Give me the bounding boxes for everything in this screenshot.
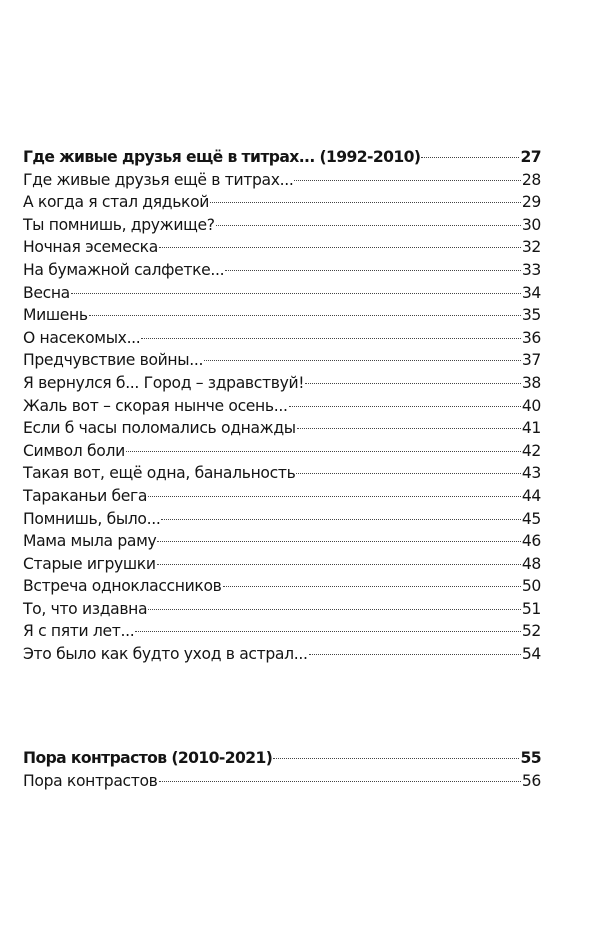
entry-title: Где живые друзья ещё в титрах... xyxy=(23,170,294,189)
page-number: 38 xyxy=(521,373,541,392)
page-number: 29 xyxy=(521,193,541,212)
toc-section-header[interactable] xyxy=(23,747,541,770)
dot-leader xyxy=(223,586,521,587)
toc-entry[interactable] xyxy=(23,575,541,598)
toc-entry[interactable] xyxy=(23,259,541,282)
entry-title: Тараканьи бега xyxy=(23,486,148,505)
toc-entry[interactable] xyxy=(23,214,541,237)
entry-title: То, что издавна xyxy=(23,599,148,618)
page-number: 54 xyxy=(521,645,541,664)
dot-leader xyxy=(148,609,521,610)
toc-section-1 xyxy=(23,146,541,666)
page-number: 52 xyxy=(521,622,541,641)
toc-entry[interactable] xyxy=(23,327,541,350)
toc-entry[interactable] xyxy=(23,553,541,576)
entry-title: О насекомых... xyxy=(23,328,141,347)
page-number: 27 xyxy=(520,148,541,166)
entry-title: Ночная эсемеска xyxy=(23,238,158,257)
dot-leader xyxy=(157,564,521,565)
entry-title: Предчувствие войны... xyxy=(23,351,204,370)
toc-entry[interactable] xyxy=(23,395,541,418)
toc-section-2 xyxy=(23,747,541,792)
page-number: 34 xyxy=(521,283,541,302)
dot-leader xyxy=(159,781,521,782)
dot-leader xyxy=(157,541,520,542)
toc-entry[interactable] xyxy=(23,304,541,327)
toc-entry[interactable] xyxy=(23,620,541,643)
dot-leader xyxy=(421,157,519,158)
entry-title: Если б часы поломались однажды xyxy=(23,419,296,438)
dot-leader xyxy=(225,270,521,271)
toc-section-header[interactable] xyxy=(23,146,541,169)
dot-leader xyxy=(161,519,520,520)
dot-leader xyxy=(71,293,521,294)
dot-leader xyxy=(294,180,520,181)
page-number: 41 xyxy=(521,419,541,438)
entry-title: Мама мыла раму xyxy=(23,532,157,551)
dot-leader xyxy=(216,225,521,226)
page-number: 46 xyxy=(521,532,541,551)
page-number: 43 xyxy=(521,464,541,483)
entry-title: Встреча одноклассников xyxy=(23,577,222,596)
page-number: 44 xyxy=(521,486,541,505)
entry-title: Символ боли xyxy=(23,441,125,460)
dot-leader xyxy=(296,473,520,474)
toc-entry[interactable] xyxy=(23,508,541,531)
entry-title: Мишень xyxy=(23,306,88,325)
toc-entry[interactable] xyxy=(23,372,541,395)
page-number: 42 xyxy=(521,441,541,460)
toc-entry[interactable] xyxy=(23,282,541,305)
toc-entry[interactable] xyxy=(23,236,541,259)
page-number: 50 xyxy=(521,577,541,596)
toc-entry[interactable] xyxy=(23,169,541,192)
page-number: 30 xyxy=(521,215,541,234)
entry-title: Жаль вот – скорая нынче осень... xyxy=(23,396,288,415)
page-number: 32 xyxy=(521,238,541,257)
page-number: 40 xyxy=(521,396,541,415)
dot-leader xyxy=(89,315,521,316)
dot-leader xyxy=(273,758,519,759)
page-number: 37 xyxy=(521,351,541,370)
dot-leader xyxy=(159,247,521,248)
entry-title: Старые игрушки xyxy=(23,554,156,573)
dot-leader xyxy=(141,338,520,339)
dot-leader xyxy=(204,360,521,361)
toc-entry[interactable] xyxy=(23,349,541,372)
dot-leader xyxy=(135,631,521,632)
page-number: 51 xyxy=(521,599,541,618)
dot-leader xyxy=(309,654,521,655)
entry-title: Я с пяти лет... xyxy=(23,622,135,641)
entry-title: Такая вот, ещё одна, банальность xyxy=(23,464,296,483)
page-number: 55 xyxy=(520,749,541,767)
page-number: 56 xyxy=(521,771,541,790)
entry-title: Пора контрастов (2010-2021) xyxy=(23,749,273,767)
entry-title: Это было как будто уход в астрал... xyxy=(23,645,308,664)
page-number: 33 xyxy=(521,260,541,279)
entry-title: Пора контрастов xyxy=(23,771,158,790)
dot-leader xyxy=(297,428,521,429)
entry-title: Где живые друзья ещё в титрах... (1992-2010) xyxy=(23,148,421,166)
toc-entry[interactable] xyxy=(23,485,541,508)
entry-title: Помнишь, было... xyxy=(23,509,161,528)
page-number: 28 xyxy=(521,170,541,189)
toc-entry[interactable] xyxy=(23,440,541,463)
entry-title: Весна xyxy=(23,283,70,302)
toc-entry[interactable] xyxy=(23,417,541,440)
toc-entry[interactable] xyxy=(23,530,541,553)
entry-title: А когда я стал дядькой xyxy=(23,193,210,212)
toc-entry[interactable] xyxy=(23,191,541,214)
dot-leader xyxy=(210,202,521,203)
dot-leader xyxy=(305,383,521,384)
toc-entry[interactable] xyxy=(23,462,541,485)
dot-leader xyxy=(148,496,521,497)
toc-entry[interactable] xyxy=(23,770,541,793)
toc-entry[interactable] xyxy=(23,598,541,621)
entry-title: На бумажной салфетке... xyxy=(23,260,225,279)
entry-title: Ты помнишь, дружище? xyxy=(23,215,215,234)
entry-title: Я вернулся б... Город – здравствуй! xyxy=(23,373,305,392)
page-number: 48 xyxy=(521,554,541,573)
page-number: 35 xyxy=(521,306,541,325)
page-number: 45 xyxy=(521,509,541,528)
dot-leader xyxy=(126,451,521,452)
page-number: 36 xyxy=(521,328,541,347)
dot-leader xyxy=(289,406,521,407)
toc-entry[interactable] xyxy=(23,643,541,666)
